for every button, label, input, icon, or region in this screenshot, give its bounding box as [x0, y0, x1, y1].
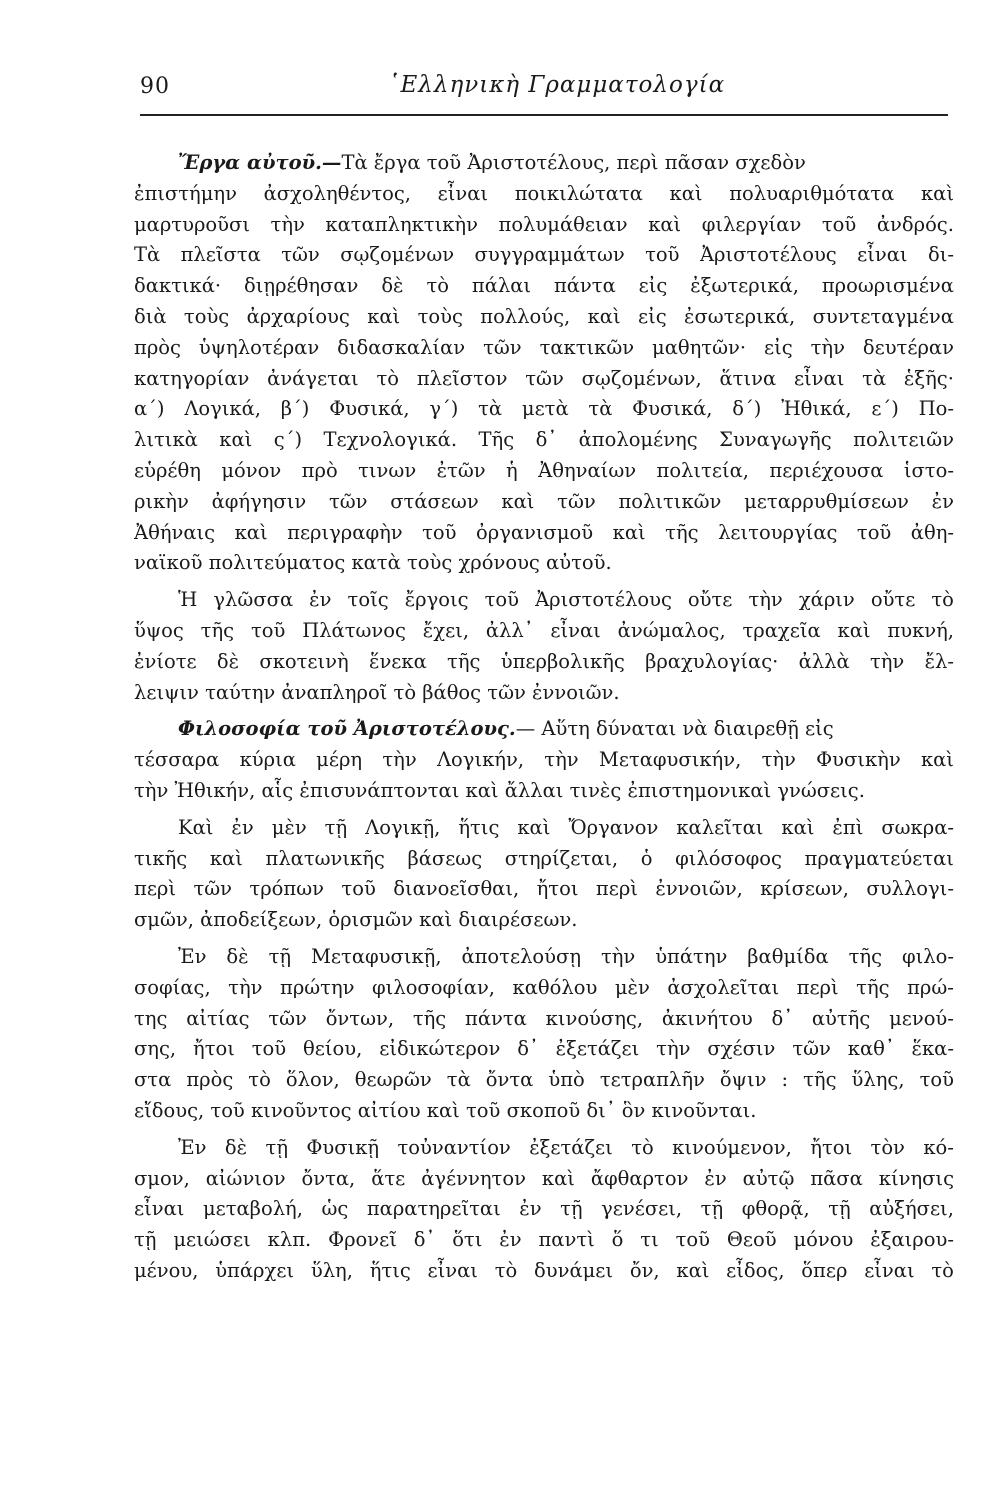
text-line: σμῶν, ἀποδείξεων, ὁρισμῶν καὶ διαιρέσεων.: [134, 908, 578, 932]
text-line: τέσσαρα κύρια μέρη τὴν Λογικήν, τὴν Μεταφυσικήν, τὴν Φυσικὴν καὶ: [134, 748, 954, 772]
text-line: α΄) Λογικά, β΄) Φυσικά, γ΄) τὰ μετὰ τὰ Φυσικά, δ΄) Ἠθικά, ε΄) Πο-: [134, 397, 954, 421]
page-header: [140, 70, 940, 104]
text-line: της αἰτίας τῶν ὄντων, τῆς πάντα κινούσης, ἀκινήτου δ᾽ αὐτῆς μενού-: [134, 1006, 954, 1030]
text-line: πρὸς ὑψηλοτέραν διδασκαλίαν τῶν τακτικῶν μαθητῶν· εἰς τὴν δευτέραν: [134, 335, 954, 359]
running-title: ῾Ελληνικὴ Γραμματολογία: [388, 72, 726, 98]
text-line: τῇ μειώσει κλπ. Φρονεῖ δ᾽ ὅτι ἐν παντὶ ὅ τι τοῦ Θεοῦ μόνου ἐξαιρου-: [134, 1228, 954, 1252]
page-number: 90: [140, 74, 170, 99]
paragraph-logic: [134, 813, 954, 936]
paragraph-metaphysics: [134, 942, 954, 1127]
text-line: Ἡ γλῶσσα ἐν τοῖς ἔργοις τοῦ Ἀριστοτέλους οὔτε τὴν χάριν οὔτε τὸ: [178, 588, 954, 612]
text-line: τικῆς καὶ πλατωνικῆς βάσεως στηρίζεται, ὁ φιλόσοφος πραγματεύεται: [134, 846, 954, 870]
text-line: ναϊκοῦ πολιτεύματος κατὰ τοὺς χρόνους αὐτοῦ.: [134, 551, 612, 575]
section-heading-works: Ἔργα αὐτοῦ.—: [178, 151, 342, 174]
text-line: κατηγορίαν ἀνάγεται τὸ πλεῖστον τῶν σῳζομένων, ἅτινα εἶναι τὰ ἑξῆς·: [134, 366, 954, 390]
text-line: εἶναι μεταβολή, ὡς παρατηρεῖται ἐν τῇ γενέσει, τῇ φθορᾷ, τῇ αὐξήσει,: [134, 1197, 954, 1221]
text-line: μαρτυροῦσι τὴν καταπληκτικὴν πολυμάθειαν καὶ φιλεργίαν τοῦ ἀνδρός.: [134, 212, 954, 236]
text-line: στα πρὸς τὸ ὅλον, θεωρῶν τὰ ὄντα ὑπὸ τετραπλῆν ὄψιν : τῆς ὕλης, τοῦ: [134, 1068, 954, 1092]
text-line: Ἀθήναις καὶ περιγραφὴν τοῦ ὀργανισμοῦ καὶ τῆς λειτουργίας τοῦ ἀθη-: [134, 520, 954, 544]
text-line: [134, 148, 954, 179]
page-body: [134, 148, 954, 1287]
text-line: διὰ τοὺς ἀρχαρίους καὶ τοὺς πολλούς, καὶ εἰς ἐσωτερικά, συντεταγμένα: [134, 304, 954, 328]
text-line: σοφίας, τὴν πρώτην φιλοσοφίαν, καθόλου μὲν ἀσχολεῖται περὶ τῆς πρώ-: [134, 975, 954, 999]
text-line: ἐπιστήμην ἀσχοληθέντος, εἶναι ποικιλώτατα καὶ πολυαριθμότατα καὶ: [134, 181, 954, 205]
text-line: ἐνίοτε δὲ σκοτεινὴ ἕνεκα τῆς ὑπερβολικῆς βραχυλογίας· ἀλλὰ τὴν ἔλ-: [134, 649, 954, 673]
text-line: εὑρέθη μόνον πρὸ τινων ἐτῶν ἡ Ἀθηναίων πολιτεία, περιέχουσα ἱστο-: [134, 458, 954, 482]
text-line: σμον, αἰώνιον ὄντα, ἅτε ἀγέννητον καὶ ἄφθαρτον ἐν αὐτῷ πᾶσα κίνησις: [134, 1166, 954, 1190]
header-rule: [140, 114, 948, 116]
text-line: ρικὴν ἀφήγησιν τῶν στάσεων καὶ τῶν πολιτικῶν μεταρρυθμίσεων ἐν: [134, 489, 954, 513]
text-line-content: Τὰ ἔργα τοῦ Ἀριστοτέλους, περὶ πᾶσαν σχεδὸν: [341, 151, 806, 174]
text-line: περὶ τῶν τρόπων τοῦ διανοεῖσθαι, ἤτοι περὶ ἐννοιῶν, κρίσεων, συλλογι-: [134, 877, 954, 901]
paragraph-physics: [134, 1133, 954, 1287]
text-line: δακτικά· διῃρέθησαν δὲ τὸ πάλαι πάντα εἰς ἐξωτερικά, προωρισμένα: [134, 274, 954, 298]
text-line: λιτικὰ καὶ ς΄) Τεχνολογικά. Τῆς δ᾽ ἀπολομένης Συναγωγῆς πολιτειῶν: [134, 428, 954, 452]
text-line: μένου, ὑπάρχει ὕλη, ἥτις εἶναι τὸ δυνάμει ὄν, καὶ εἶδος, ὅπερ εἶναι τὸ: [134, 1258, 954, 1282]
text-line: ὕψος τῆς τοῦ Πλάτωνος ἔχει, ἀλλ᾽ εἶναι ἀνώμαλος, τραχεῖα καὶ πυκνή,: [134, 618, 954, 642]
text-line: Τὰ πλεῖστα τῶν σῳζομένων συγγραμμάτων τοῦ Ἀριστοτέλους εἶναι δι-: [134, 243, 954, 267]
text-line: σης, ἤτοι τοῦ θείου, εἰδικώτερον δ᾽ ἐξετάζει τὴν σχέσιν τῶν καθ᾽ ἕκα-: [134, 1037, 954, 1061]
paragraph-philosophy: [134, 714, 954, 806]
text-line: τὴν Ἠθικήν, αἷς ἐπισυνάπτονται καὶ ἄλλαι τινὲς ἐπιστημονικαὶ γνώσεις.: [134, 778, 865, 802]
text-line: εἴδους, τοῦ κινοῦντος αἰτίου καὶ τοῦ σκοποῦ δι᾽ ὃν κινοῦνται.: [134, 1098, 757, 1122]
text-line: Ἐν δὲ τῇ Μεταφυσικῇ, ἀποτελούσῃ τὴν ὑπάτην βαθμίδα τῆς φιλο-: [178, 944, 954, 968]
text-line: λειψιν ταύτην ἀναπληροῖ τὸ βάθος τῶν ἐννοιῶν.: [134, 680, 620, 704]
paragraph-language: [134, 585, 954, 708]
section-heading-philosophy: Φιλοσοφία τοῦ Ἀριστοτέλους.: [178, 717, 516, 741]
paragraph-works: [134, 148, 954, 579]
text-line: Φιλοσοφία τοῦ Ἀριστοτέλους.— Αὕτη δύναται νὰ διαιρεθῇ εἰς: [134, 714, 954, 745]
text-line: Καὶ ἐν μὲν τῇ Λογικῇ, ἥτις καὶ Ὄργανον καλεῖται καὶ ἐπὶ σωκρα-: [178, 815, 954, 839]
text-line: Ἐν δὲ τῇ Φυσικῇ τοὐναντίον ἐξετάζει τὸ κινούμενον, ἤτοι τὸν κό-: [178, 1135, 954, 1159]
